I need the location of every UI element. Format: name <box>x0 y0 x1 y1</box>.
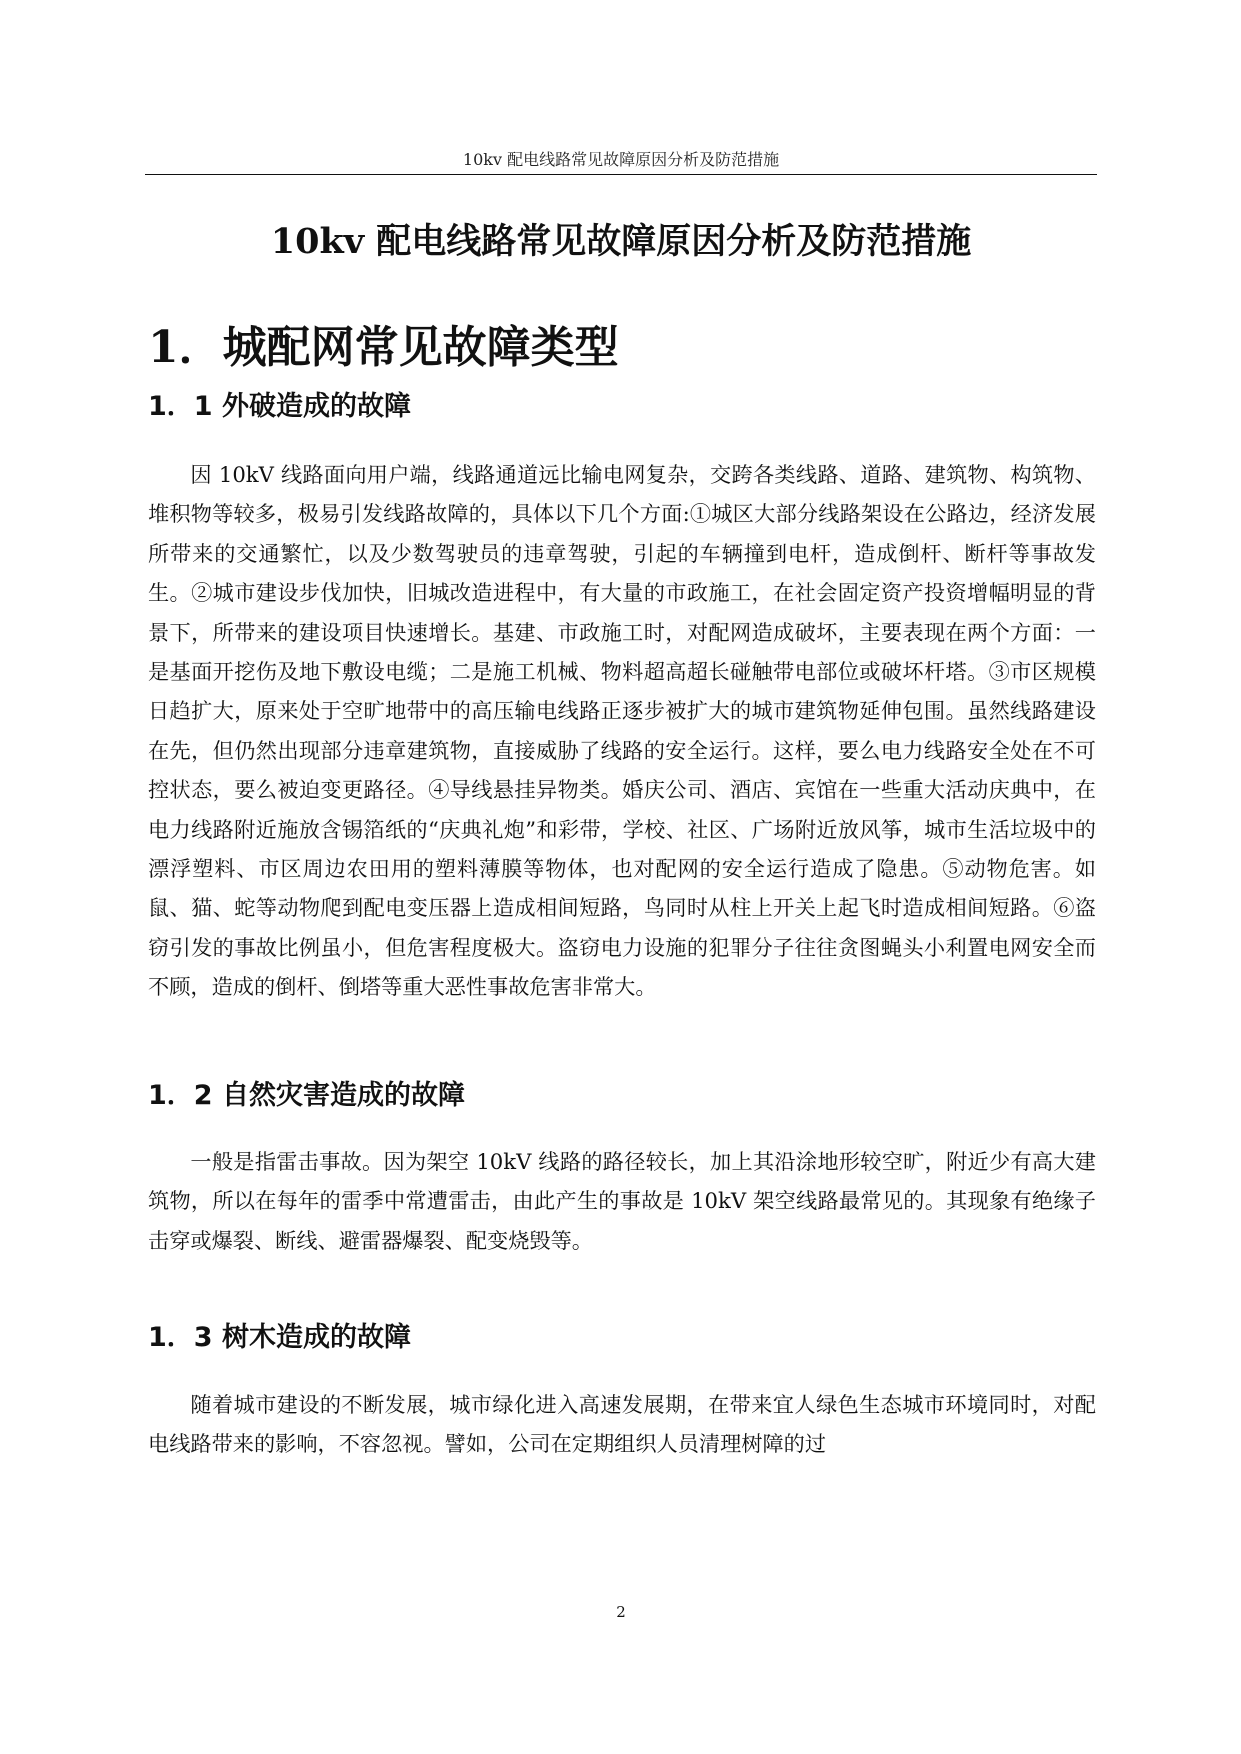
subsection-heading-1-3: 1．3 树木造成的故障 <box>148 1322 411 1353</box>
subsection-heading-1-1: 1．1 外破造成的故障 <box>148 391 411 422</box>
running-header: 10kv 配电线路常见故障原因分析及防范措施 <box>462 150 780 169</box>
page-number: 2 <box>616 1603 626 1621</box>
paragraph-1-1: 因 10kV 线路面向用户端，线路通道远比输电网复杂，交跨各类线路、道路、建筑物、构筑物、堆积物等较多，极易引发线路故障的，具体以下几个方面:①城区大部分线路架设在公路边，经济发展所带来的交通繁忙，以及少数驾驶员的违章驾驶，引起的车辆撞到电杆，造成倒杆、断杆等事故发生。②城市建设步伐加快，旧城改造进程中，有大量的市政施工，在社会固定资产投资增幅明显的背景下，所带来的建设项目快速增长。基建、市政施工时，对配网造成破坏，主要表现在两个方面：一是基面开挖伤及地下敷设电缆；二是施工机械、物料超高超长碰触带电部位或破坏杆塔。③市区规模日趋扩大，原来处于空旷地带中的高压输电线路正逐步被扩大的城市建筑物延伸包围。虽然线路建设在先，但仍然出现部分违章建筑物，直接威胁了线路的安全运行。这样，要么电力线路安全处在不可控状态，要么被迫变更路径。④导线悬挂异物类。婚庆公司、酒店、宾馆在一些重大活动庆典中，在电力线路附近施放含锡箔纸的“庆典礼炮”和彩带，学校、社区、广场附近放风筝，城市生活垃圾中的漂浮塑料、市区周边农田用的塑料薄膜等物体，也对配网的安全运行造成了隐患。⑤动物危害。如鼠、猫、蛇等动物爬到配电变压器上造成相间短路，鸟同时从柱上开关上起飞时造成相间短路。⑥盗窃引发的事故比例虽小，但危害程度极大。盗窃电力设施的犯罪分子往往贪图蝇头小利置电网安全而不顾，造成的倒杆、倒塔等重大恶性事故危害非常大。 <box>148 462 1096 1000</box>
header-divider <box>145 174 1097 175</box>
paragraph-1-3: 随着城市建设的不断发展，城市绿化进入高速发展期，在带来宜人绿色生态城市环境同时，对配电线路带来的影响，不容忽视。譬如，公司在定期组织人员清理树障的过 <box>148 1392 1096 1457</box>
paragraph-1-2: 一般是指雷击事故。因为架空 10kV 线路的路径较长，加上其沿涂地形较空旷，附近少有高大建筑物，所以在每年的雷季中常遭雷击，由此产生的事故是 10kV 架空线路最常见的。其现象有绝缘子击穿或爆裂、断线、避雷器爆裂、配变烧毁等。 <box>148 1149 1096 1253</box>
document-title: 10kv 配电线路常见故障原因分析及防范措施 <box>270 221 972 262</box>
subsection-heading-1-2: 1．2 自然灾害造成的故障 <box>148 1080 465 1111</box>
section-heading-1: 1．城配网常见故障类型 <box>148 322 619 373</box>
